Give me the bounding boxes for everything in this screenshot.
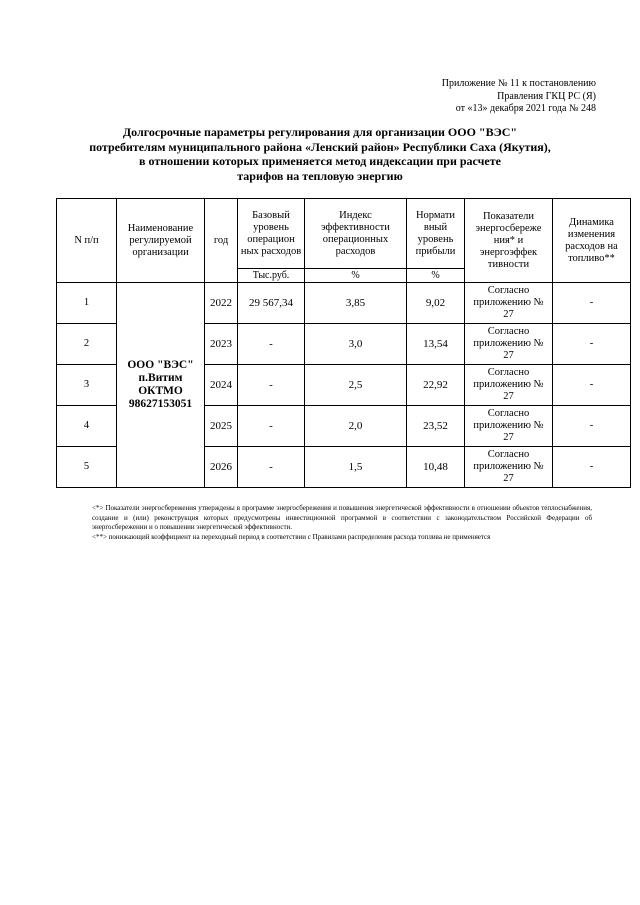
cell-profit-norm: 23,52 — [407, 406, 465, 447]
cell-num: 5 — [57, 447, 117, 488]
cell-num: 3 — [57, 365, 117, 406]
cell-base-opex: - — [238, 365, 305, 406]
cell-energy-saving: Согласно приложению № 27 — [465, 365, 553, 406]
header-fuel-dynamics: Динамика изменения расходов на топливо** — [553, 199, 631, 283]
appendix-line: Приложение № 11 к постановлению — [441, 78, 596, 89]
cell-efficiency-index: 2,5 — [305, 365, 407, 406]
cell-year: 2022 — [205, 283, 238, 324]
cell-base-opex: - — [238, 447, 305, 488]
cell-year: 2024 — [205, 365, 238, 406]
cell-efficiency-index: 2,0 — [305, 406, 407, 447]
header-organization: Наименование регулируемой организации — [117, 199, 205, 283]
title-line: Долгосрочные параметры регулирования для организации ООО "ВЭС" — [122, 125, 518, 139]
header-profit-norm: Нормати вный уровень прибыли — [407, 199, 465, 269]
organization-name: ООО "ВЭС" — [127, 359, 194, 371]
cell-profit-norm: 9,02 — [407, 283, 465, 324]
header-efficiency-index: Индекс эффективности операционных расходов — [305, 199, 407, 269]
cell-year: 2026 — [205, 447, 238, 488]
footnotes — [92, 504, 592, 542]
footnote-energy-saving: <*> Показатели энергосбережения утверждены в программе энергосбережения и повышения энергетической эффективности в отношении объектов теплоснабжения, создание и (или) реконструкция которых предусмотрены инвестиционной программой в соответствии с законодательством Российской Федерации об энергосбережении и о повышении энергетической эффективности. — [92, 504, 592, 531]
cell-profit-norm: 10,48 — [407, 447, 465, 488]
cell-year: 2023 — [205, 324, 238, 365]
appendix-line: Правления ГКЦ РС (Я) — [497, 90, 596, 102]
organization-location: п.Витим — [138, 372, 183, 384]
cell-fuel-dynamics: - — [553, 283, 631, 324]
cell-energy-saving: Согласно приложению № 27 — [465, 406, 553, 447]
cell-efficiency-index: 1,5 — [305, 447, 407, 488]
title-line: потребителям муниципального района «Ленский район» Республики Саха (Якутия), — [89, 139, 551, 154]
organization-oktmo-code: 98627153051 — [128, 398, 193, 410]
cell-profit-norm: 13,54 — [407, 324, 465, 365]
footnote-fuel-dynamics: <**> понижающий коэффициент на переходный период в соответствии с Правилами распределения расхода топлива не применяется — [92, 532, 491, 541]
header-year: год — [205, 199, 238, 283]
header-base-opex: Базовый уровень операцион ных расходов — [238, 199, 305, 269]
cell-energy-saving: Согласно приложению № 27 — [465, 447, 553, 488]
cell-base-opex: 29 567,34 — [238, 283, 305, 324]
cell-efficiency-index: 3,85 — [305, 283, 407, 324]
unit-efficiency-index: % — [305, 269, 407, 283]
document-title — [30, 125, 610, 183]
cell-fuel-dynamics: - — [553, 447, 631, 488]
cell-energy-saving: Согласно приложению № 27 — [465, 283, 553, 324]
cell-fuel-dynamics: - — [553, 365, 631, 406]
cell-profit-norm: 22,92 — [407, 365, 465, 406]
regulation-parameters-table — [56, 198, 631, 488]
appendix-line: от «13» декабря 2021 года № 248 — [455, 103, 596, 114]
cell-num: 1 — [57, 283, 117, 324]
table-header-row — [57, 199, 631, 269]
table-row — [57, 283, 631, 324]
cell-base-opex: - — [238, 406, 305, 447]
organization-oktmo-label: ОКТМО — [138, 385, 183, 397]
cell-num: 4 — [57, 406, 117, 447]
unit-base-opex: Тыс.руб. — [238, 269, 305, 283]
cell-year: 2025 — [205, 406, 238, 447]
appendix-reference — [442, 78, 596, 116]
title-line: тарифов на тепловую энергию — [237, 168, 403, 183]
cell-energy-saving: Согласно приложению № 27 — [465, 324, 553, 365]
cell-organization — [117, 283, 205, 488]
unit-profit-norm: % — [407, 269, 465, 283]
title-line: в отношении которых применяется метод индексации при расчете — [139, 154, 501, 168]
cell-fuel-dynamics: - — [553, 406, 631, 447]
cell-efficiency-index: 3,0 — [305, 324, 407, 365]
cell-base-opex: - — [238, 324, 305, 365]
cell-num: 2 — [57, 324, 117, 365]
cell-fuel-dynamics: - — [553, 324, 631, 365]
header-num: N п/п — [57, 199, 117, 283]
header-energy-saving: Показатели энергосбереже ния* и энергоэффек тивности — [465, 199, 553, 283]
